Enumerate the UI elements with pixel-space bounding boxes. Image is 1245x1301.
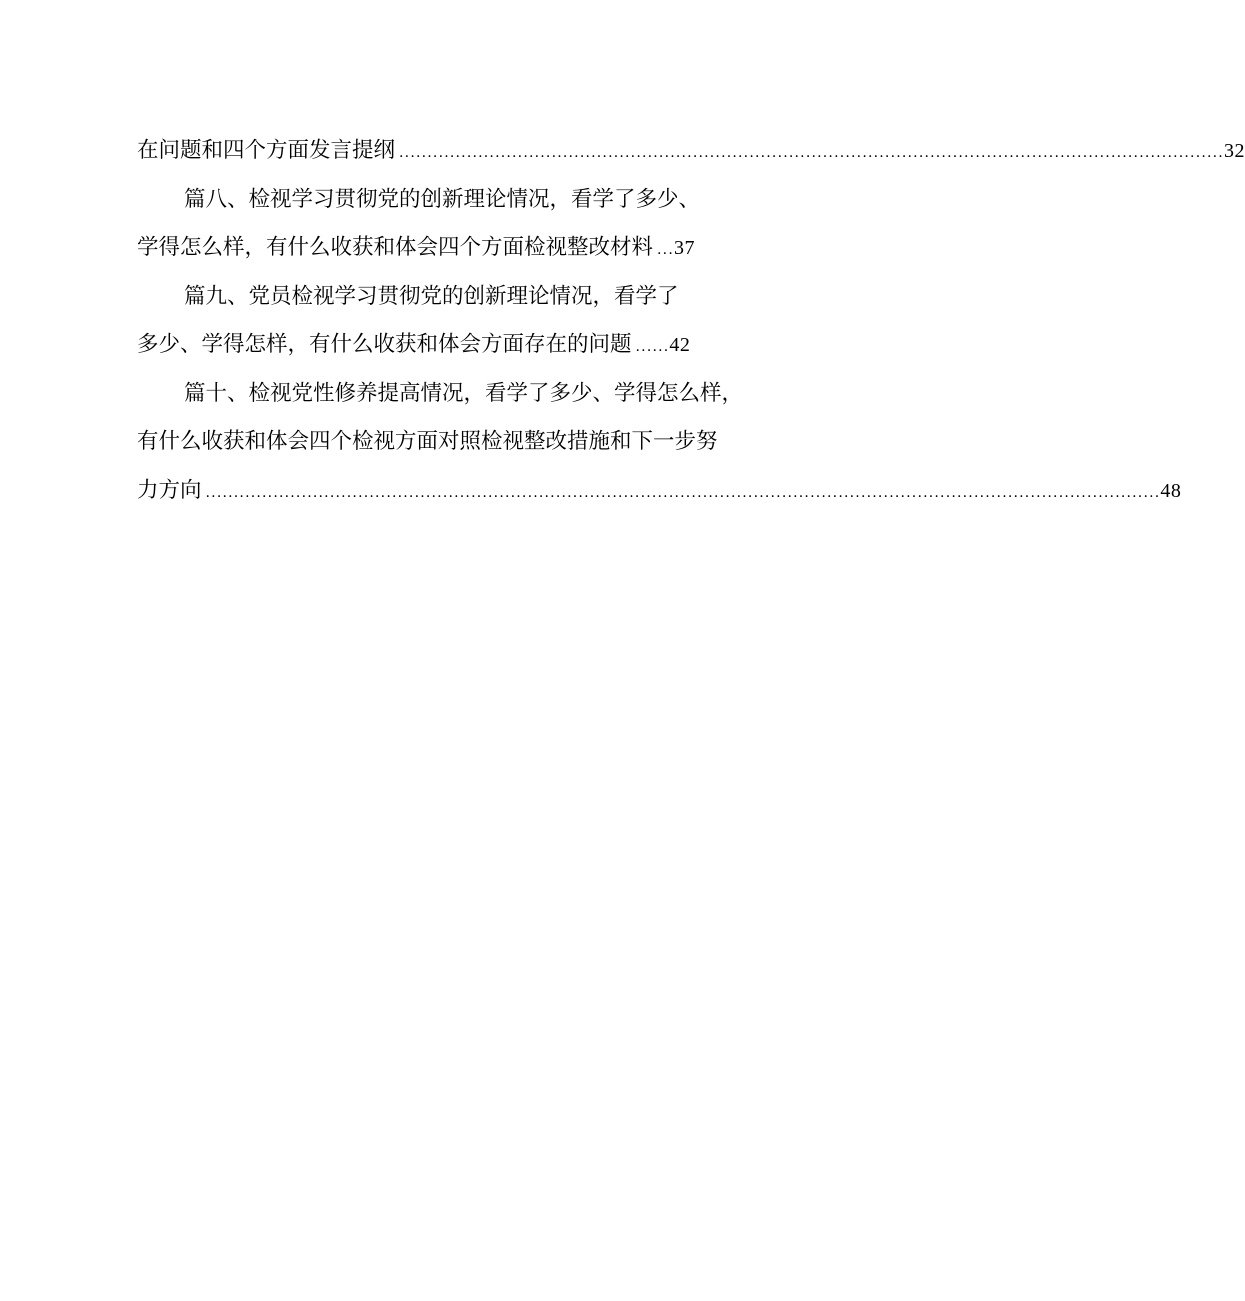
toc-dot-leader: ..................................................................................................................................................	[399, 145, 1224, 161]
toc-dot-leader: ...	[657, 242, 674, 258]
toc-entry-title: 篇九、党员检视学习贯彻党的创新理论情况，看学了	[184, 283, 679, 309]
toc-dot-leader: .........................................................................................................................................................................	[205, 484, 1161, 501]
toc-entry-line[interactable]	[137, 127, 1245, 176]
toc-entry-line[interactable]	[137, 176, 805, 225]
toc-entry-line[interactable]	[137, 418, 805, 467]
toc-page-number: 37	[673, 237, 695, 259]
toc-page-number: 42	[669, 334, 691, 356]
toc-entry-title: 有什么收获和体会四个检视方面对照检视整改措施和下一步努	[137, 429, 718, 454]
toc-entry-line[interactable]	[137, 321, 805, 370]
toc-entry-line[interactable]	[137, 370, 805, 419]
toc-entry-title: 学得怎么样，有什么收获和体会四个方面检视整改材料	[137, 235, 654, 260]
toc-entry-title: 篇十、检视党性修养提高情况，看学了多少、学得怎么样，	[184, 380, 744, 406]
table-of-contents	[137, 127, 1245, 515]
toc-page-number: 48	[1160, 479, 1182, 502]
toc-entry-line[interactable]	[137, 273, 805, 322]
toc-entry-title: 力方向	[137, 477, 202, 503]
toc-entry-line[interactable]	[137, 467, 1182, 516]
toc-entry-title: 篇八、检视学习贯彻党的创新理论情况，看学了多少、	[184, 186, 701, 212]
toc-page-number: 32	[1223, 140, 1245, 162]
toc-entry-line[interactable]	[137, 224, 805, 273]
toc-dot-leader: ......	[635, 339, 670, 355]
toc-entry-title: 在问题和四个方面发言提纲	[137, 138, 396, 163]
toc-entry-title: 多少、学得怎样，有什么收获和体会方面存在的问题	[137, 332, 632, 357]
